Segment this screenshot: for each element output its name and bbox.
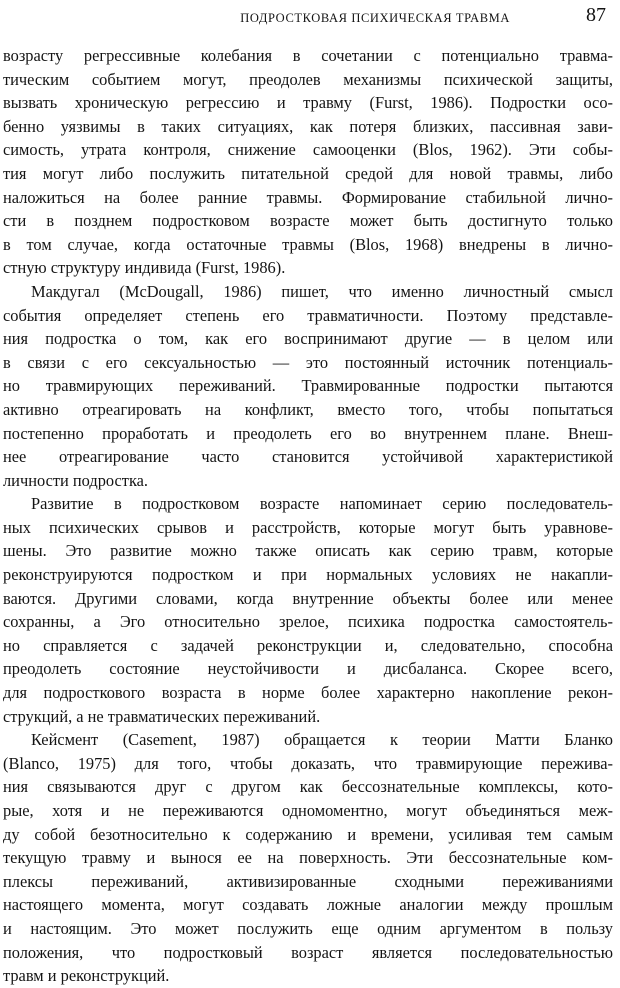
paragraph	[3, 44, 613, 280]
text-line: стную структуру индивида (Furst, 1986).	[3, 258, 286, 278]
text-line: (Blanco, 1975) для того, чтобы доказать, что травмирующие пережива-	[3, 753, 613, 773]
text-line: текущую травму и вынося ее на поверхность. Эти бессознательные ком-	[3, 848, 613, 868]
paragraph	[3, 492, 613, 728]
text-line: плексы переживаний, активизированные сходными переживаниями	[3, 871, 613, 891]
text-line: ваются. Другими словами, когда внутренние объекты более или менее	[3, 588, 613, 608]
page-number: 87	[586, 4, 606, 26]
text-line: постепенно проработать и преодолеть его во внутреннем плане. Внеш-	[3, 423, 613, 443]
text-line: личности подростка.	[3, 470, 149, 490]
text-line: но справляется с задачей реконструкции и, следовательно, способна	[3, 635, 613, 655]
text-line: струкций, а не травматических переживаний.	[3, 706, 321, 726]
text-line: нее отреагирование часто становится устойчивой характеристикой	[3, 447, 613, 467]
text-line: травм и реконструкций.	[3, 966, 170, 986]
text-line: сохранны, а Эго относительно зрелое, психика подростка самостоятель-	[3, 612, 613, 632]
text-line: Кейсмент (Casement, 1987) обращается к теории Матти Бланко	[31, 730, 613, 750]
text-line: бенно уязвимы в таких ситуациях, как потеря близких, пассивная зави-	[3, 116, 613, 136]
text-line: наложиться на более ранние травмы. Формирование стабильной лично-	[3, 187, 613, 207]
paragraph	[3, 280, 613, 492]
text-line: Развитие в подростковом возрасте напоминает серию последователь-	[31, 494, 613, 514]
text-line: рые, хотя и не переживаются одномоментно, могут объединяться меж-	[3, 801, 613, 820]
paragraph	[3, 728, 613, 988]
text-line: ния подростка о том, как его воспринимают другие — в целом или	[3, 329, 613, 349]
text-line: события определяет степень его травматичности. Поэтому представле-	[3, 305, 613, 325]
text-line: преодолеть состояние неустойчивости и дисбаланса. Скорее всего,	[3, 659, 613, 679]
text-line: положения, что подростковый возраст является последовательностью	[3, 942, 613, 962]
text-line: Макдугал (McDougall, 1986) пишет, что именно личностный смысл	[31, 281, 613, 301]
body-text	[3, 44, 613, 988]
text-line: симость, утрата контроля, снижение самооценки (Blos, 1962). Эти собы-	[3, 140, 613, 160]
text-line: для подросткового возраста в норме более характерно накопление рекон-	[3, 683, 613, 703]
text-line: вызвать хроническую регрессию и травму (Furst, 1986). Подростки осо-	[3, 93, 613, 113]
text-line: в том случае, когда остаточные травмы (Blos, 1968) внедрены в лично-	[3, 234, 613, 254]
text-line: тическим событием могут, преодолев механизмы психической защиты,	[3, 69, 613, 89]
text-line: активно отреагировать на конфликт, вместо того, чтобы попытаться	[3, 399, 613, 419]
text-line: ных психических срывов и расстройств, которые могут быть уравнове-	[3, 517, 613, 537]
text-line: ния связываются друг с другом как бессознательные комплексы, кото-	[3, 777, 613, 797]
text-line: тия могут либо послужить питательной средой для новой травмы, либо	[3, 163, 613, 183]
text-line: и настоящим. Это может послужить еще одним аргументом в пользу	[3, 918, 613, 938]
text-line: настоящего момента, могут создавать ложные аналогии между прошлым	[3, 895, 613, 915]
text-line: реконструируются подростком и при нормальных условиях не накапли-	[3, 565, 613, 585]
text-line: шены. Это развитие можно также описать как серию травм, которые	[3, 541, 613, 561]
running-header	[0, 4, 612, 30]
text-line: ду собой безотносительно к содержанию и времени, усиливая тем самым	[3, 824, 613, 844]
text-line: сти в позднем подростковом возрасте может быть достигнуто только	[3, 211, 613, 231]
text-line: в связи с его сексуальностью — это постоянный источник потенциаль-	[3, 352, 613, 372]
running-title: ПОДРОСТКОВАЯ ПСИХИЧЕСКАЯ ТРАВМА	[240, 11, 510, 25]
text-line: возрасту регрессивные колебания в сочетании с потенциально травма-	[3, 46, 613, 65]
text-line: но травмирующих переживаний. Травмированные подростки пытаются	[3, 376, 613, 396]
